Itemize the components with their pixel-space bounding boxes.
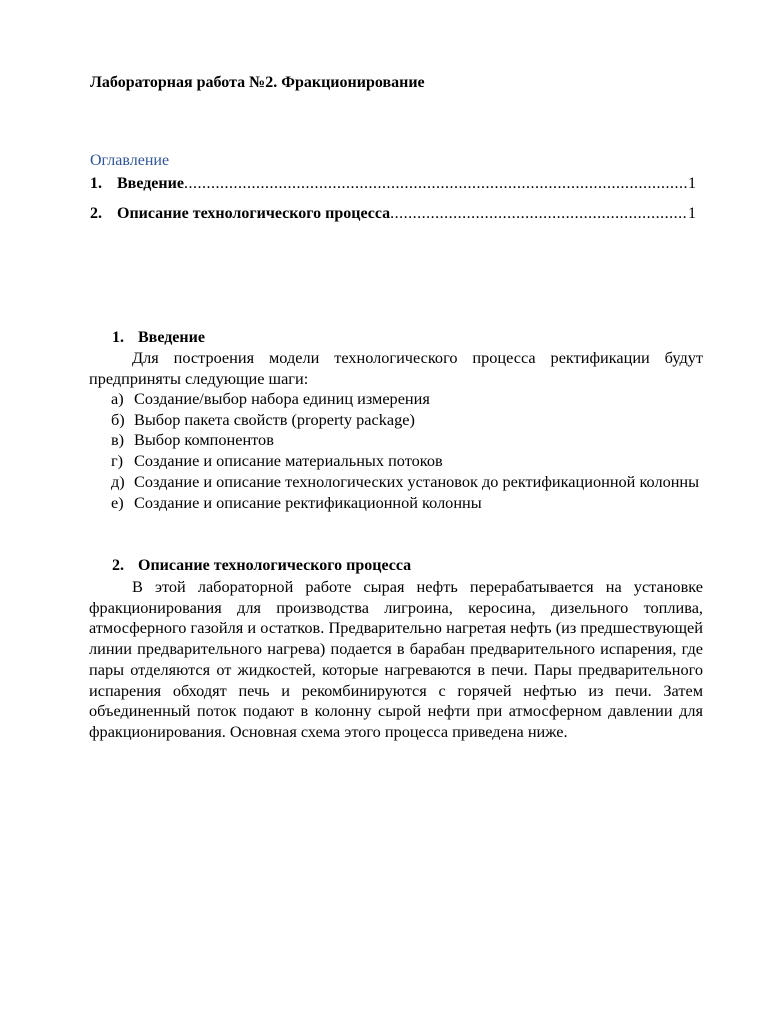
toc-entry-process-description[interactable] bbox=[90, 205, 696, 223]
list-item bbox=[89, 430, 703, 451]
section-title: Описание технологического процесса bbox=[138, 557, 412, 574]
list-item-text: Создание/выбор набора единиц измерения bbox=[134, 389, 430, 408]
steps-list bbox=[89, 389, 703, 513]
list-item bbox=[89, 472, 703, 493]
section-number: 1. bbox=[112, 329, 124, 346]
list-item bbox=[89, 410, 703, 431]
toc-entry-page: 1 bbox=[688, 175, 696, 192]
list-marker: г) bbox=[111, 451, 124, 471]
list-item-text: Создание и описание технологических установок до ректификационной колонны bbox=[134, 471, 700, 491]
toc-dot-leader bbox=[390, 205, 688, 223]
process-description-paragraph bbox=[89, 577, 703, 743]
toc-heading: Оглавление bbox=[90, 152, 170, 169]
toc-entry-number: 1. bbox=[90, 175, 102, 192]
paragraph-text: В этой лабораторной работе сырая нефть перерабатывается на установке фракционирования для производства лигроина, керосина, дизельного топлива, атмосферного газойля и остатков. Предварительно нагретая нефть (из предшествующей линии предварительного нагрева) подается в барабан предварительного испарения, где пары отделяются от жидкостей, которые нагреваются в печи. Пары предварительного испарения обходят печь и рекомбинируются с горячей нефтью из печи. Затем объединенный поток подают в колонну сырой нефти при атмосферном давлении для фракционирования. Основная схема этого процесса приведена ниже. bbox=[89, 577, 703, 741]
section-heading-introduction bbox=[112, 329, 205, 347]
introduction-paragraph bbox=[89, 348, 703, 389]
toc-entry-page: 1 bbox=[688, 205, 696, 222]
list-item bbox=[89, 389, 703, 410]
section-number: 2. bbox=[112, 557, 124, 574]
toc-entry-number: 2. bbox=[90, 205, 102, 222]
toc-entry-introduction[interactable] bbox=[90, 175, 696, 193]
section-title: Введение bbox=[138, 329, 205, 346]
list-item-text: Создание и описание материальных потоков bbox=[134, 451, 443, 471]
list-item bbox=[89, 493, 703, 514]
list-item-text: Выбор компонентов bbox=[134, 430, 274, 450]
list-item-text: Выбор пакета свойств (property package) bbox=[134, 409, 415, 429]
section-heading-process-description bbox=[112, 557, 411, 575]
list-item bbox=[89, 451, 703, 472]
paragraph-text: Для построения модели технологического процесса ректификации будут предприняты следующие шаги: bbox=[89, 348, 703, 388]
toc-entry-label: Описание технологического процесса bbox=[117, 205, 391, 222]
toc-entry-label: Введение bbox=[117, 175, 184, 192]
document-title: Лабораторная работа №2. Фракционирование bbox=[90, 74, 425, 91]
list-marker: д) bbox=[111, 471, 125, 491]
list-item-text: Создание и описание ректификационной колонны bbox=[134, 492, 482, 512]
list-marker: е) bbox=[111, 492, 124, 512]
list-marker: а) bbox=[111, 389, 124, 408]
list-marker: б) bbox=[111, 409, 125, 429]
toc-dot-leader bbox=[184, 175, 688, 193]
list-marker: в) bbox=[111, 430, 125, 450]
